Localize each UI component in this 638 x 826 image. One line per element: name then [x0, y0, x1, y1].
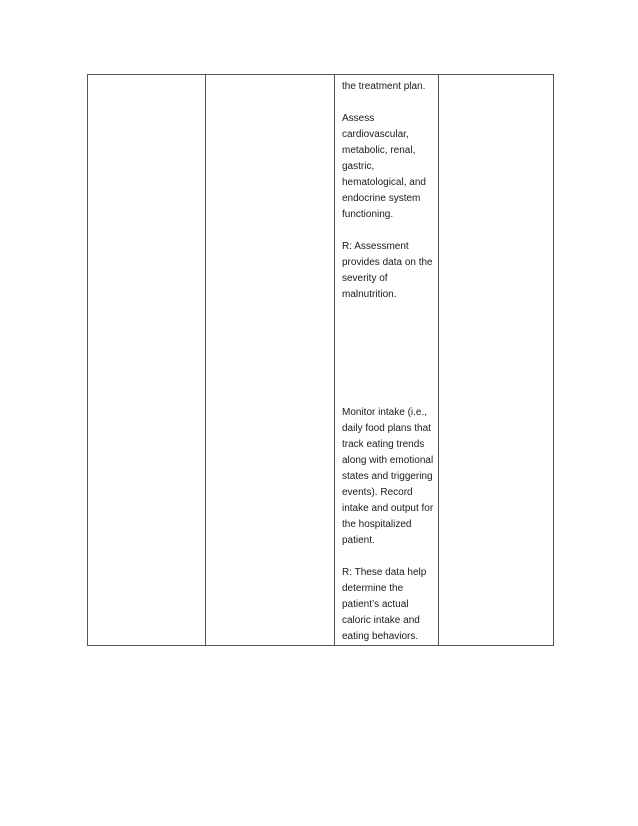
table-row — [88, 75, 554, 646]
table-cell-outcomes — [206, 75, 335, 646]
intervention-assess-text: Assess cardiovascular, metabolic, renal, gastric, hematological, and endocrine system functioning. — [342, 113, 426, 220]
table-cell-diagnosis — [88, 75, 206, 646]
table-cell-interventions — [335, 75, 439, 646]
table-cell-evaluation — [439, 75, 554, 646]
care-plan-table — [87, 74, 554, 646]
rationale-monitor-text: R: These data help determine the patient’s actual caloric intake and eating behaviors. — [342, 567, 427, 642]
intervention-continued-text: the treatment plan. — [342, 81, 426, 92]
rationale-assess-text: R: Assessment provides data on the severity of malnutrition. — [342, 241, 433, 300]
interventions-content — [335, 75, 438, 645]
intervention-monitor-text: Monitor intake (i.e., daily food plans that track eating trends along with emotional states and triggering events). Record intake and output for the hospitalized patient. — [342, 407, 434, 546]
